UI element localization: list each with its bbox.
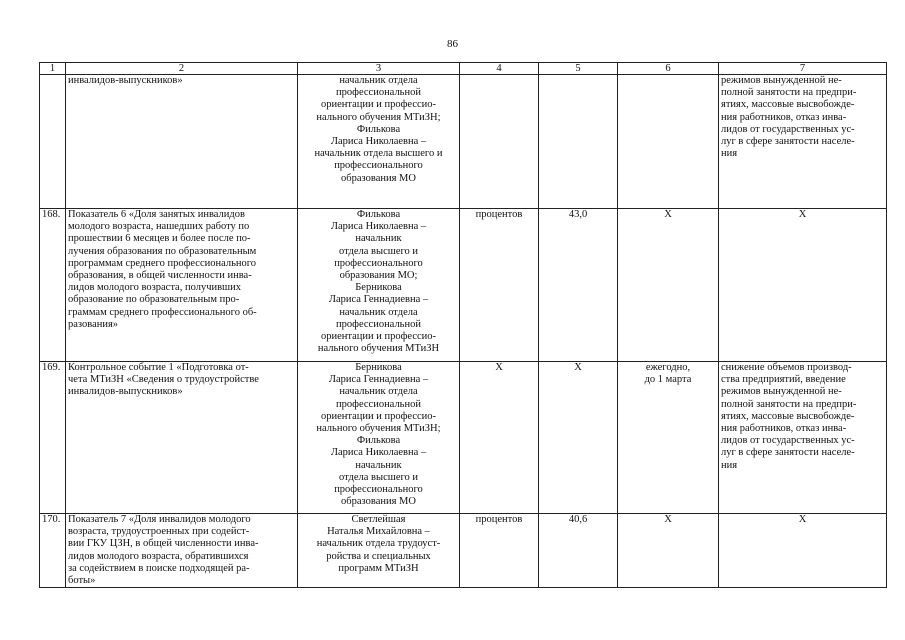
- text-line: прошествии 6 месяцев и более после по-: [68, 233, 251, 245]
- row-description: [66, 209, 298, 362]
- text-line: лидов от государственных ус-: [721, 123, 855, 135]
- row-period: [618, 209, 719, 362]
- text-line: Филькова: [356, 435, 401, 447]
- text-line: граммам среднего профессионального об-: [68, 306, 257, 318]
- text-line: Лариса Геннадиевна –: [328, 294, 429, 306]
- row-value: [539, 75, 618, 209]
- table-row: [40, 75, 887, 209]
- text-line: ния: [721, 459, 738, 471]
- text-line: начальник: [355, 459, 402, 471]
- text-line: профессиональной: [336, 318, 421, 330]
- row-unit: Х: [460, 362, 539, 514]
- row-value: 43,0: [539, 209, 618, 362]
- row-description: [66, 362, 298, 514]
- row-period: [618, 362, 719, 514]
- text-line: Берникова: [355, 362, 402, 373]
- text-line: режимов вынужденной не-: [721, 75, 842, 86]
- text-line: ства предприятий, введение: [721, 374, 846, 386]
- text-line: нального обучения МТиЗН;: [316, 111, 441, 123]
- text-line: профессионального: [334, 257, 423, 269]
- table-row: [40, 209, 887, 362]
- row-responsible: [298, 75, 460, 209]
- text-line: отдела высшего и: [338, 471, 419, 483]
- text-line: профессиональной: [336, 87, 421, 99]
- text-line: инвалидов-выпускников»: [68, 386, 183, 398]
- row-unit: процентов: [460, 209, 539, 362]
- text-line: Берникова: [355, 282, 402, 294]
- row-responsible: [298, 362, 460, 514]
- row-number: 168.: [40, 209, 66, 362]
- text-line: ежегодно,: [645, 362, 691, 373]
- text-line: ния: [721, 148, 738, 160]
- row-risk: [719, 75, 887, 209]
- document-table: [39, 62, 887, 588]
- text-line: Наталья Михайловна –: [327, 526, 430, 538]
- row-risk: [719, 209, 887, 362]
- text-line: ния работников, отказ инва-: [721, 423, 847, 435]
- text-line: программ МТиЗН: [338, 562, 419, 574]
- row-unit: [460, 75, 539, 209]
- text-line: ройства и специальных: [326, 550, 431, 562]
- text-line: Х: [664, 514, 672, 525]
- text-line: Светлейшая: [351, 514, 406, 525]
- table-row: [40, 514, 887, 588]
- text-line: луг в сфере занятости населе-: [721, 136, 855, 148]
- text-line: отдела высшего и: [338, 245, 419, 257]
- text-line: Лариса Николаевна –: [330, 136, 427, 148]
- text-line: луг в сфере занятости населе-: [721, 447, 855, 459]
- column-header: 5: [539, 63, 618, 75]
- text-line: Х: [798, 514, 807, 525]
- text-line: вии ГКУ ЦЗН, в общей численности инва-: [68, 538, 259, 550]
- text-line: нального обучения МТиЗН;: [316, 423, 441, 435]
- row-risk: [719, 362, 887, 514]
- text-line: начальник отдела трудоуст-: [316, 538, 441, 550]
- text-line: начальник отдела: [339, 306, 418, 318]
- row-period: [618, 514, 719, 588]
- text-line: за содействием в поиске подходящей ра-: [68, 562, 250, 574]
- column-header: 4: [460, 63, 539, 75]
- text-line: режимов вынужденной не-: [721, 386, 842, 398]
- text-line: Лариса Николаевна –: [330, 447, 427, 459]
- text-line: ния работников, отказ инва-: [721, 111, 847, 123]
- text-line: ориентации и профессио-: [320, 331, 437, 343]
- text-line: начальник: [355, 233, 402, 245]
- text-line: чета МТиЗН «Сведения о трудоустройстве: [68, 374, 259, 386]
- text-line: Филькова: [356, 123, 401, 135]
- row-description: [66, 75, 298, 209]
- row-unit: процентов: [460, 514, 539, 588]
- text-line: боты»: [68, 575, 96, 587]
- text-line: до 1 марта: [644, 374, 692, 386]
- row-value: Х: [539, 362, 618, 514]
- row-description: [66, 514, 298, 588]
- text-line: ятиях, массовые высвобожде-: [721, 99, 855, 111]
- text-line: возраста, трудоустроенных при содейст-: [68, 526, 250, 538]
- table-row: [40, 362, 887, 514]
- text-line: Филькова: [356, 209, 401, 220]
- text-line: образования МО: [341, 172, 416, 184]
- text-line: программам среднего профессионального: [68, 257, 257, 269]
- text-line: лидов от государственных ус-: [721, 435, 855, 447]
- text-line: полной занятости на предпри-: [721, 87, 857, 99]
- text-line: Лариса Геннадиевна –: [328, 374, 429, 386]
- text-line: молодого возраста, нашедших работу по: [68, 221, 250, 233]
- text-line: начальник отдела: [339, 386, 418, 398]
- row-value: 40,6: [539, 514, 618, 588]
- row-period: [618, 75, 719, 209]
- text-line: инвалидов-выпускников»: [68, 75, 183, 86]
- text-line: образования МО;: [339, 270, 418, 282]
- text-line: профессиональной: [336, 398, 421, 410]
- text-line: профессионального: [334, 484, 423, 496]
- column-header: 2: [66, 63, 298, 75]
- column-header: 1: [40, 63, 66, 75]
- text-line: ориентации и профессио-: [320, 410, 437, 422]
- text-line: ориентации и профессио-: [320, 99, 437, 111]
- column-header: 6: [618, 63, 719, 75]
- text-line: Х: [798, 209, 807, 220]
- text-line: полной занятости на предпри-: [721, 398, 857, 410]
- text-line: образование по образовательным про-: [68, 294, 240, 306]
- column-header: 3: [298, 63, 460, 75]
- text-line: Показатель 6 «Доля занятых инвалидов: [68, 209, 245, 220]
- column-header: 7: [719, 63, 887, 75]
- text-line: разования»: [68, 318, 119, 330]
- text-line: ятиях, массовые высвобожде-: [721, 410, 855, 422]
- text-line: Лариса Николаевна –: [330, 221, 427, 233]
- text-line: лучения образования по образовательным: [68, 245, 257, 257]
- text-line: образования, в общей численности инва-: [68, 270, 252, 282]
- row-number: 169.: [40, 362, 66, 514]
- row-responsible: [298, 209, 460, 362]
- text-line: лидов молодого возраста, обратившихся: [68, 550, 249, 562]
- text-line: снижение объемов производ-: [721, 362, 852, 373]
- text-line: образования МО: [341, 496, 416, 508]
- text-line: нального обучения МТиЗН: [317, 343, 440, 355]
- row-number: [40, 75, 66, 209]
- row-risk: [719, 514, 887, 588]
- text-line: начальник отдела: [339, 75, 418, 86]
- column-number-row: [40, 63, 887, 75]
- text-line: Показатель 7 «Доля инвалидов молодого: [68, 514, 251, 525]
- text-line: лидов молодого возраста, получивших: [68, 282, 242, 294]
- text-line: начальник отдела высшего и: [314, 148, 443, 160]
- text-line: Контрольное событие 1 «Подготовка от-: [68, 362, 249, 373]
- row-number: 170.: [40, 514, 66, 588]
- text-line: Х: [664, 209, 672, 220]
- page-number: 86: [447, 38, 458, 50]
- row-responsible: [298, 514, 460, 588]
- text-line: профессионального: [334, 160, 423, 172]
